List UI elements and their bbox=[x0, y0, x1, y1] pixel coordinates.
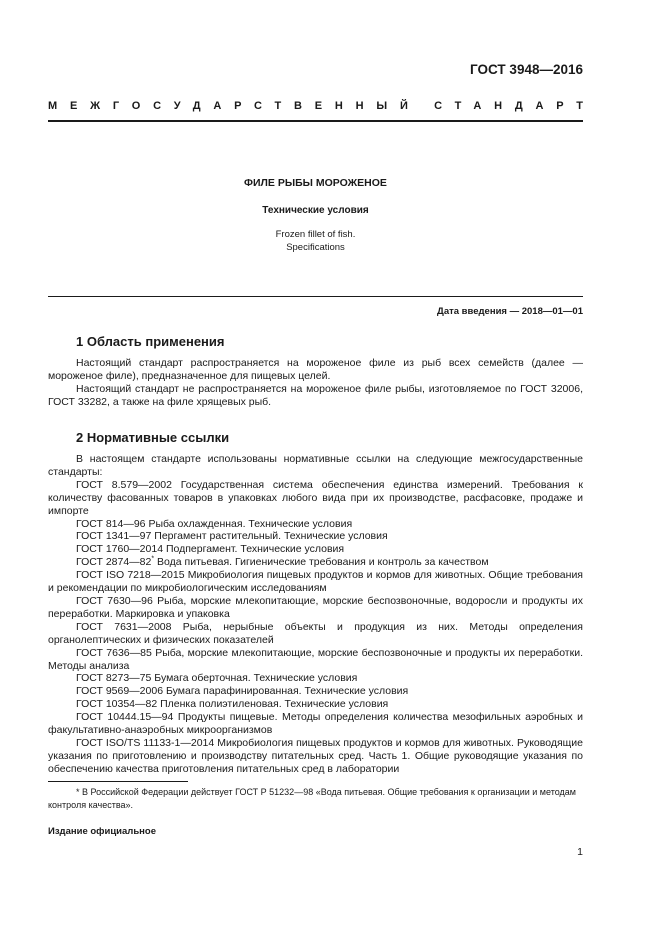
english-title-line-1: Frozen fillet of fish. bbox=[275, 229, 356, 240]
footnote-text: * В Российской Федерации действует ГОСТ Р 51232—98 «Вода питьевая. Общие требования к организации и методам контроля качества». bbox=[48, 787, 576, 810]
gost-designation: ГОСТ 3948—2016 bbox=[470, 62, 583, 77]
reference-item: ГОСТ 9569—2006 Бумага парафинированная. Технические условия bbox=[76, 685, 409, 698]
reference-item: ГОСТ 1760—2014 Подпергамент. Технические условия bbox=[76, 543, 345, 556]
section-2-intro: В настоящем стандарте использованы нормативные ссылки на следующие межгосударственные стандарты: bbox=[48, 453, 583, 478]
reference-item: ГОСТ 8273—75 Бумага оберточная. Технические условия bbox=[76, 672, 358, 685]
footnote-rule bbox=[48, 781, 188, 782]
english-title-line-2: Specifications bbox=[286, 241, 345, 253]
title-rule bbox=[48, 296, 583, 297]
reference-item: ГОСТ 7630—96 Рыба, морские млекопитающие, морские беспозвоночные, водоросли и продукты их переработки. Маркировка и упаковка bbox=[48, 594, 583, 620]
banner-word-standard: СТАНДАРТ bbox=[434, 100, 596, 112]
page-number: 1 bbox=[577, 846, 583, 858]
section-1-paragraph: Настоящий стандарт не распространяется на мороженое филе рыбы, изготовляемое по ГОСТ 32006, ГОСТ 33282, а также на филе хрящевых рыб. bbox=[48, 382, 583, 408]
reference-item: ГОСТ ISO 7218—2015 Микробиология пищевых продуктов и кормов для животных. Общие требования и рекомендации по микробиологическим исследованиям bbox=[48, 569, 583, 595]
reference-item: ГОСТ 7636—85 Рыба, морские млекопитающие, морские беспозвоночные и продукты их переработки. Методы анализа bbox=[48, 646, 583, 672]
document-title: ФИЛЕ РЫБЫ МОРОЖЕНОЕ bbox=[244, 177, 387, 189]
document-subtitle: Технические условия bbox=[262, 205, 369, 216]
banner-word-interstate: МЕЖГОСУДАРСТВЕННЫЙ bbox=[48, 100, 421, 112]
header-rule bbox=[48, 120, 583, 122]
reference-item: ГОСТ 10354—82 Пленка полиэтиленовая. Технические условия bbox=[76, 698, 389, 711]
reference-item: ГОСТ ISO/TS 11133-1—2014 Микробиология пищевых продуктов и кормов для животных. Руководящие указания по приготовлению и производству питательных сред. Часть 1. Общие руководящие указания по обеспечению качества приготовления питательных сред в лаборатории bbox=[48, 736, 583, 775]
reference-item bbox=[48, 556, 583, 569]
reference-item: ГОСТ 8.579—2002 Государственная система обеспечения единства измерений. Требования к количеству фасованных товаров в упаковках любого вида при их производстве, расфасовке, продаже и импорте bbox=[48, 478, 583, 517]
reference-item: ГОСТ 10444.15—94 Продукты пищевые. Методы определения количества мезофильных аэробных и факультативно-анаэробных микроорганизмов bbox=[48, 711, 583, 737]
reference-item: ГОСТ 1341—97 Пергамент растительный. Технические условия bbox=[76, 530, 388, 543]
reference-item: ГОСТ 7631—2008 Рыба, нерыбные объекты и продукция из них. Методы определения органолептических и физических показателей bbox=[48, 620, 583, 646]
footnote bbox=[48, 786, 583, 811]
section-2-body bbox=[48, 453, 583, 776]
introduction-date: Дата введения — 2018—01—01 bbox=[437, 306, 583, 317]
section-1-body bbox=[48, 357, 583, 409]
reference-item: ГОСТ 814—96 Рыба охлажденная. Технические условия bbox=[76, 517, 353, 530]
reference-text: Вода питьевая. Гигиенические требования и контроль за качеством bbox=[154, 556, 489, 569]
official-edition-label: Издание официальное bbox=[48, 826, 156, 837]
interstate-standard-banner bbox=[48, 100, 596, 112]
footnote-marker: * bbox=[151, 555, 155, 563]
english-title bbox=[48, 229, 583, 254]
section-1-heading: 1 Область применения bbox=[76, 334, 225, 349]
reference-code: ГОСТ 2874—82 bbox=[76, 556, 152, 569]
section-1-paragraph: Настоящий стандарт распространяется на мороженое филе из рыб всех семейств (далее — мороженое филе), предназначенное для пищевых целей. bbox=[48, 357, 583, 382]
section-2-heading: 2 Нормативные ссылки bbox=[76, 430, 230, 445]
